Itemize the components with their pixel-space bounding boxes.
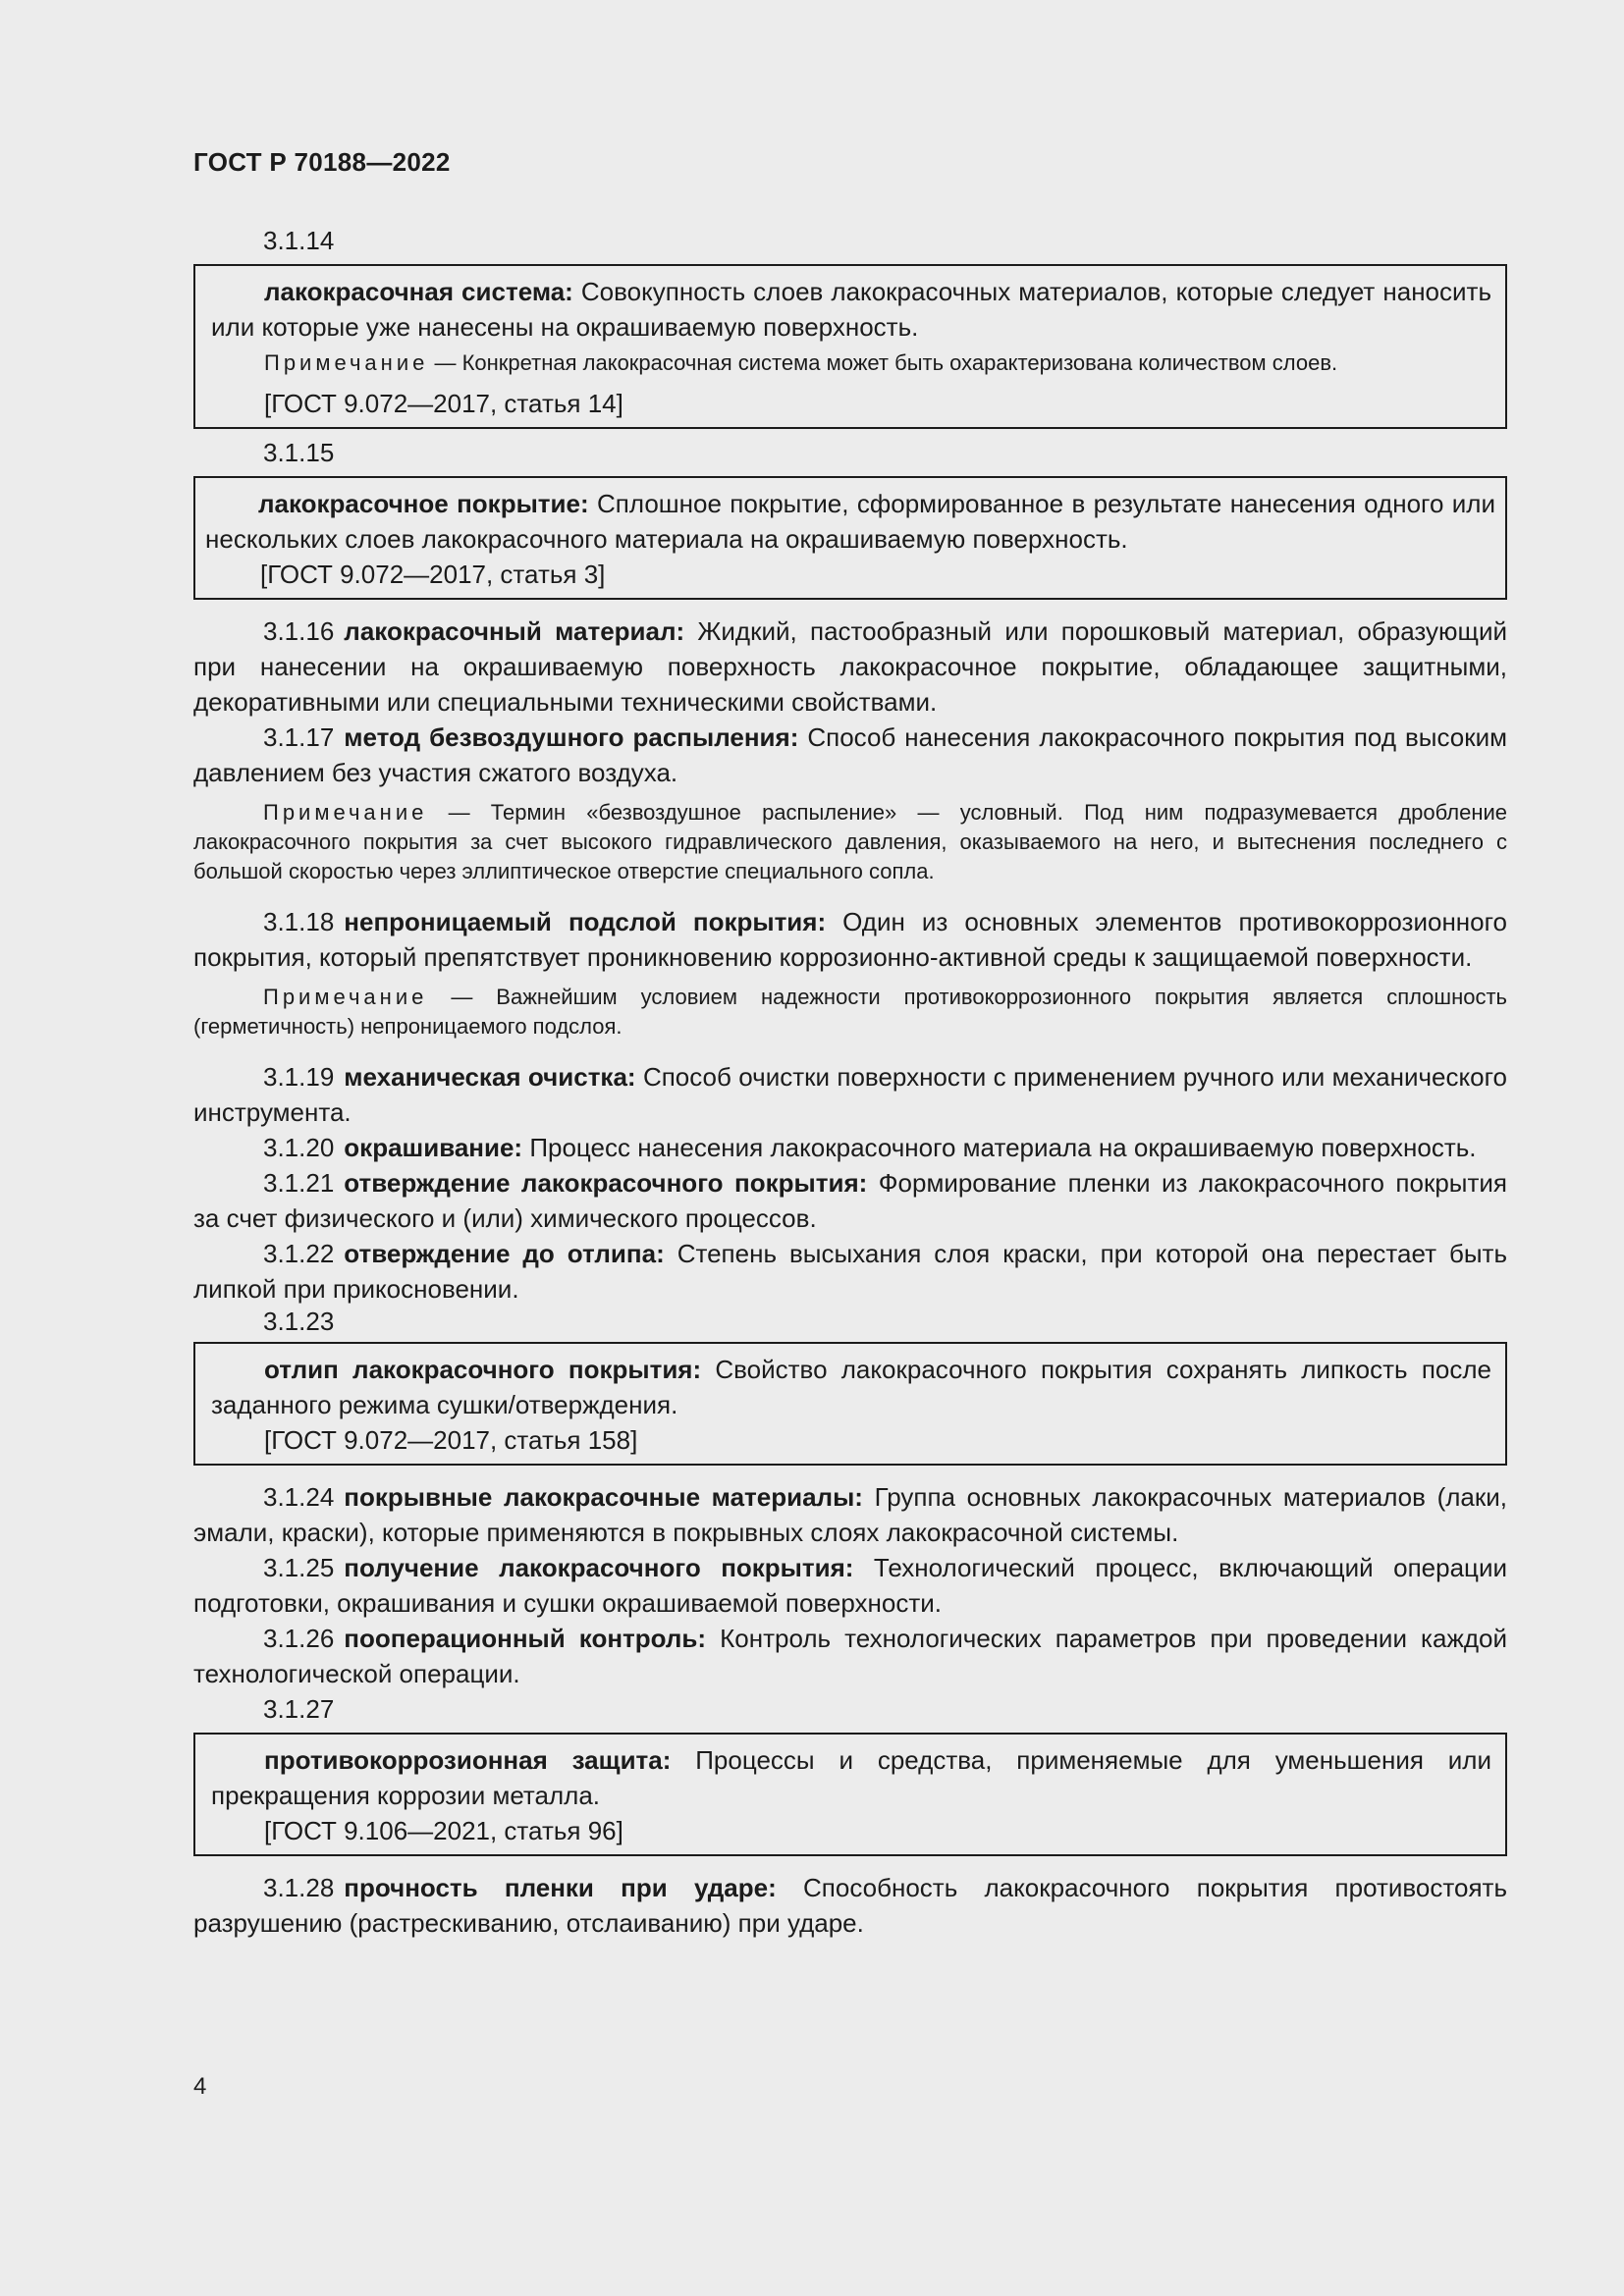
terms-section	[193, 223, 1507, 1941]
term-number: 3.1.27	[263, 1694, 335, 1724]
term-number: 3.1.26	[263, 1624, 335, 1653]
term-entry	[193, 1621, 1507, 1691]
term-number: 3.1.18	[263, 907, 335, 936]
term-name: лакокрасочный материал:	[344, 616, 685, 646]
definition-text: Процессы и средства, применяемые для уменьшения или прекращения коррозии металла.	[211, 1745, 1491, 1810]
note-label: Примечание	[263, 985, 428, 1009]
term-name: покрывные лакокрасочные материалы:	[344, 1482, 863, 1512]
definition-text: Способ нанесения лакокрасочного покрытия под высоким давлением без участия сжатого воздуха.	[193, 722, 1507, 787]
term-entry	[193, 904, 1507, 975]
term-number: 3.1.14	[263, 226, 335, 255]
note	[211, 348, 1491, 378]
definition-text: Совокупность слоев лакокрасочных материалов, которые следует наносить или которые уже нанесены на окрашиваемую поверхность.	[211, 277, 1491, 342]
term-name: отверждение до отлипа:	[344, 1239, 665, 1268]
note-text: — Важнейшим условием надежности противокоррозионного покрытия является сплошность (герметичность) непроницаемого подслоя.	[193, 985, 1507, 1039]
definition-text: Свойство лакокрасочного покрытия сохранять липкость после заданного режима сушки/отверждения.	[211, 1355, 1491, 1419]
definition-text: Один из основных элементов противокоррозионного покрытия, который препятствует проникновению коррозионно-активной среды к защищаемой поверхности.	[193, 907, 1507, 972]
definition-text: Способность лакокрасочного покрытия противостоять разрушению (растрескиванию, отслаиванию) при ударе.	[193, 1873, 1508, 1938]
term-name: получение лакокрасочного покрытия:	[344, 1553, 854, 1582]
source-reference: [ГОСТ 9.072—2017, статья 158]	[264, 1425, 638, 1455]
term-name: отлип лакокрасочного покрытия:	[264, 1355, 702, 1384]
term-entry	[193, 1870, 1507, 1941]
term-name: прочность пленки при ударе:	[344, 1873, 777, 1902]
definition	[205, 486, 1495, 557]
term-number: 3.1.25	[263, 1553, 335, 1582]
term-name: метод безвоздушного распыления:	[344, 722, 799, 752]
term-entry	[193, 1059, 1507, 1130]
definition-text: Технологический процесс, включающий операции подготовки, окрашивания и сушки окрашиваемой поверхности.	[193, 1553, 1507, 1618]
document-header: ГОСТ Р 70188—2022	[193, 147, 451, 177]
term-number: 3.1.19	[263, 1062, 335, 1092]
term-entry	[193, 614, 1507, 720]
term-number: 3.1.16	[263, 616, 335, 646]
note-text: — Термин «безвоздушное распыление» — условный. Под ним подразумевается дробление лакокрасочного покрытия за счет высокого гидравлического давления, оказываемого на него, и вытеснения последнего с большой скоростью через эллиптическое отверстие специального сопла.	[193, 800, 1507, 883]
note-label: Примечание	[263, 800, 428, 825]
page-number: 4	[193, 2073, 207, 2100]
term-name: противокоррозионная защита:	[264, 1745, 672, 1775]
term-entry	[193, 1130, 1507, 1165]
term-number: 3.1.20	[263, 1133, 335, 1162]
definition	[211, 274, 1491, 345]
source-reference: [ГОСТ 9.106—2021, статья 96]	[264, 1816, 623, 1845]
term-number: 3.1.28	[263, 1873, 335, 1902]
term-name: отверждение лакокрасочного покрытия:	[344, 1168, 868, 1198]
note-label: Примечание	[264, 350, 429, 375]
definition	[211, 1742, 1491, 1813]
definition-text: Контроль технологических параметров при проведении каждой технологической операции.	[193, 1624, 1507, 1688]
term-entry	[193, 720, 1507, 790]
term-number: 3.1.21	[263, 1168, 335, 1198]
quoted-definition-box	[193, 476, 1507, 600]
quoted-definition-box	[193, 264, 1507, 429]
note-text: — Конкретная лакокрасочная система может быть охарактеризована количеством слоев.	[428, 350, 1338, 375]
source-reference: [ГОСТ 9.072—2017, статья 3]	[260, 560, 606, 589]
term-number: 3.1.24	[263, 1482, 335, 1512]
term-number: 3.1.15	[263, 438, 335, 467]
definition-text: Сплошное покрытие, сформированное в результате нанесения одного или нескольких слоев лакокрасочного материала на окрашиваемую поверхность.	[205, 489, 1495, 554]
term-name: лакокрасочное покрытие:	[258, 489, 589, 518]
quoted-definition-box	[193, 1733, 1507, 1856]
term-name: механическая очистка:	[344, 1062, 636, 1092]
term-entry	[193, 1479, 1507, 1550]
term-entry	[193, 1550, 1507, 1621]
term-number: 3.1.22	[263, 1239, 335, 1268]
term-name: непроницаемый подслой покрытия:	[344, 907, 827, 936]
note	[193, 983, 1507, 1041]
term-name: пооперационный контроль:	[344, 1624, 707, 1653]
definition-text: Группа основных лакокрасочных материалов (лаки, эмали, краски), которые применяются в покрывных слоях лакокрасочной системы.	[193, 1482, 1507, 1547]
term-name: лакокрасочная система:	[264, 277, 573, 306]
term-entry	[193, 1236, 1507, 1307]
definition-text: Процесс нанесения лакокрасочного материала на окрашиваемую поверхность.	[522, 1133, 1477, 1162]
term-number: 3.1.23	[263, 1307, 335, 1336]
source-reference: [ГОСТ 9.072—2017, статья 14]	[264, 389, 623, 418]
definition-text: Способ очистки поверхности с применением ручного или механического инструмента.	[193, 1062, 1507, 1127]
definition-text: Жидкий, пастообразный или порошковый материал, образующий при нанесении на окрашиваемую поверхность лакокрасочное покрытие, обладающее защитными, декоративными или специальными техническими свойствами.	[193, 616, 1507, 717]
term-name: окрашивание:	[344, 1133, 523, 1162]
term-number: 3.1.17	[263, 722, 335, 752]
term-entry	[193, 1165, 1507, 1236]
note	[193, 798, 1507, 886]
definition	[211, 1352, 1491, 1422]
definition-text: Формирование пленки из лакокрасочного покрытия за счет физического и (или) химического процессов.	[193, 1168, 1507, 1233]
quoted-definition-box	[193, 1342, 1507, 1466]
definition-text: Степень высыхания слоя краски, при которой она перестает быть липкой при прикосновении.	[193, 1239, 1507, 1304]
